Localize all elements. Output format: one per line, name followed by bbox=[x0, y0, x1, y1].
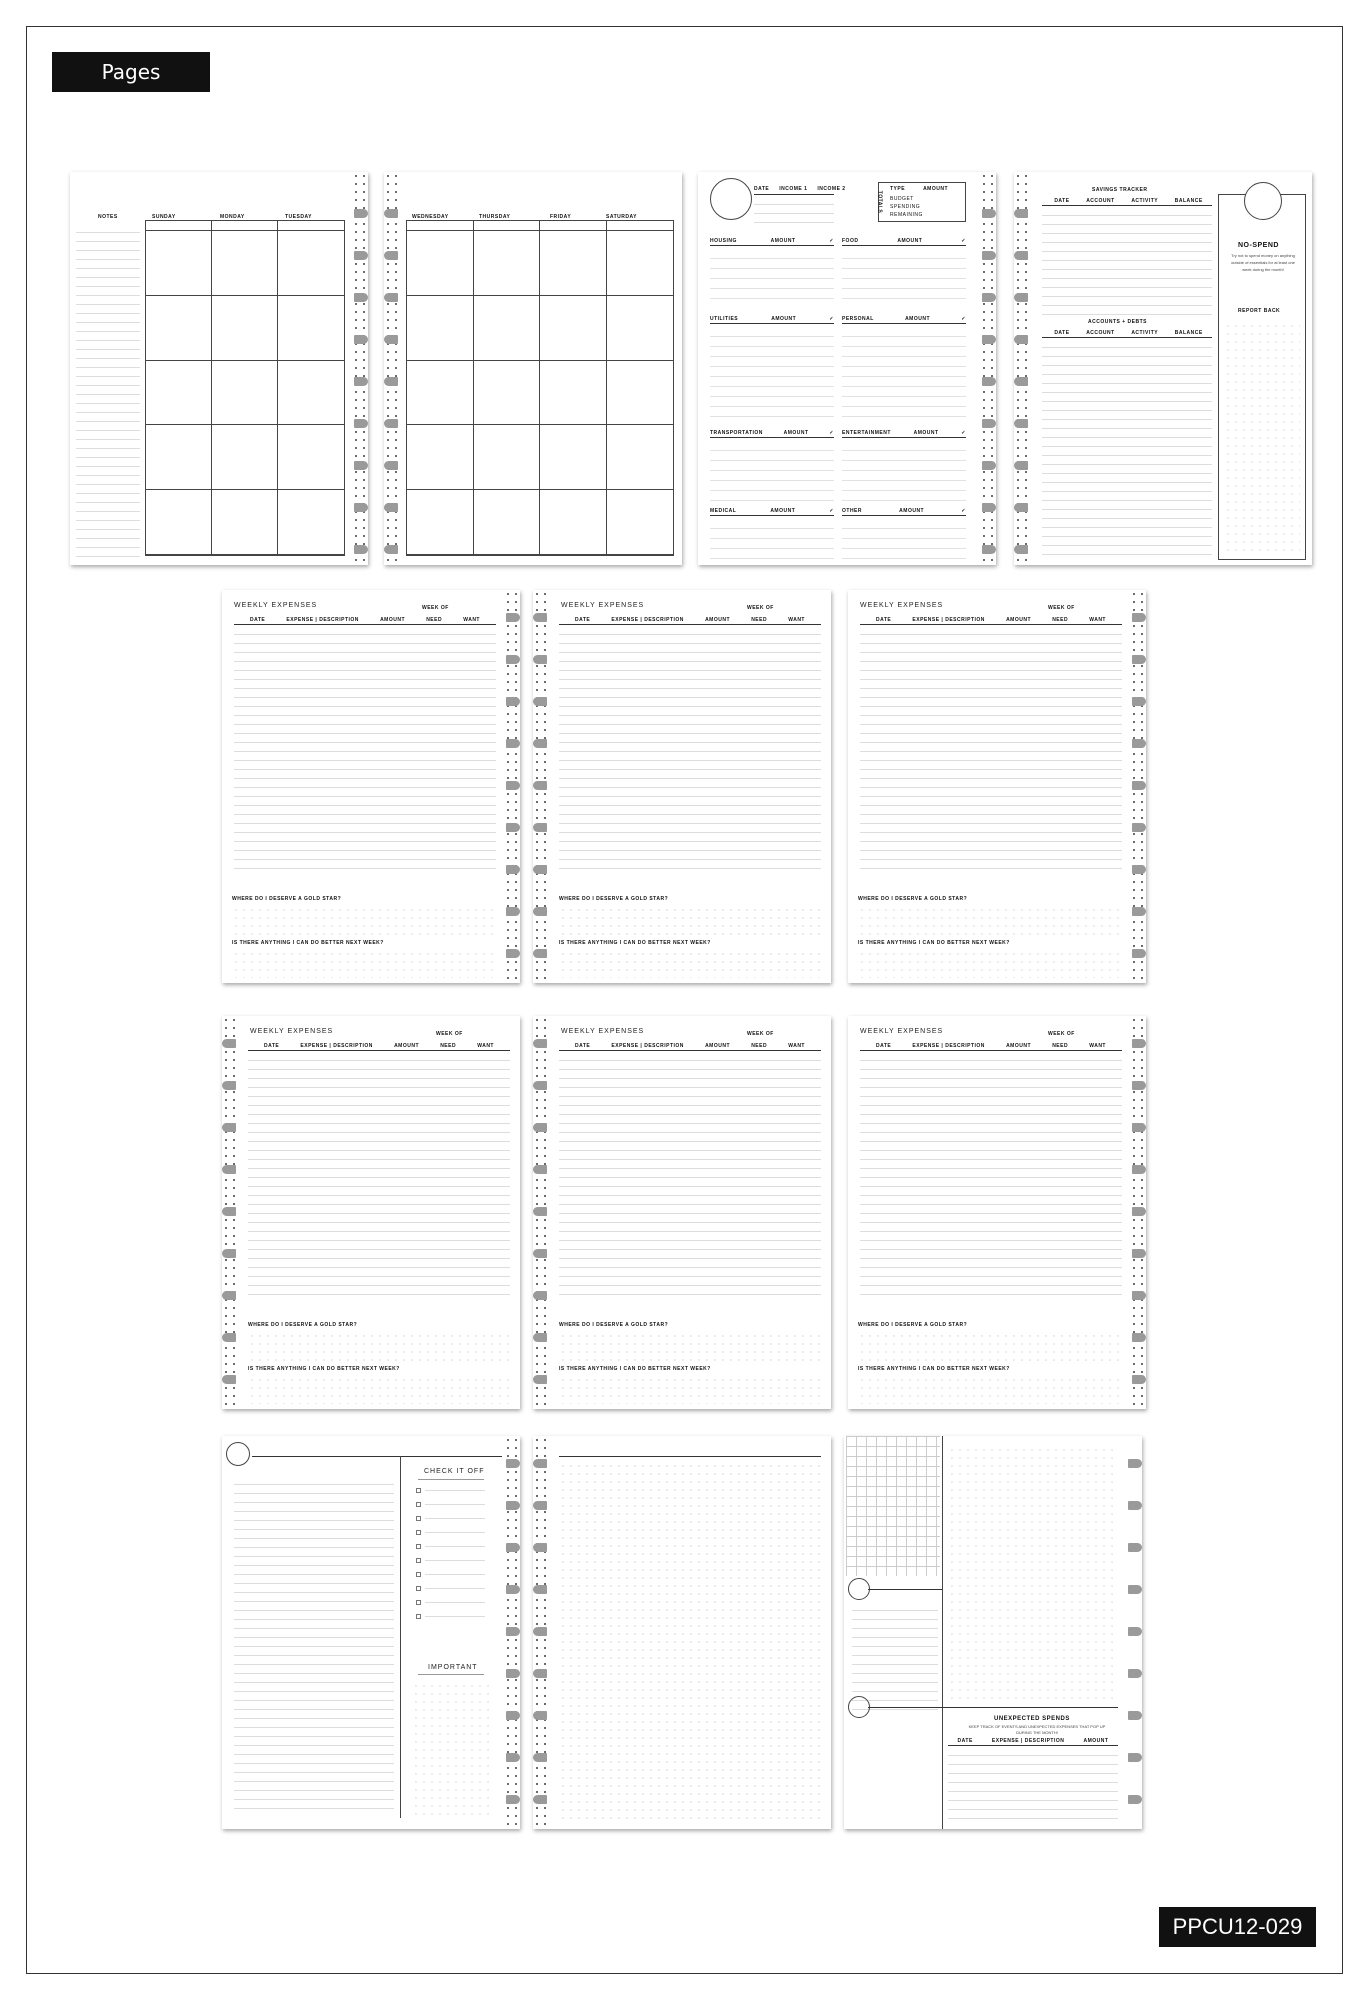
ring bbox=[1132, 907, 1146, 916]
ring bbox=[506, 907, 520, 916]
ring bbox=[982, 293, 996, 302]
monthly-income-badge bbox=[710, 178, 752, 220]
unexpected-title: UNEXPECTED SPENDS bbox=[994, 1716, 1070, 1722]
ring bbox=[506, 865, 520, 874]
ring bbox=[222, 1249, 236, 1258]
ring bbox=[384, 545, 398, 554]
ring bbox=[1132, 1207, 1146, 1216]
page-weekly-expenses: WEEKLY EXPENSES WEEK OF DATE EXPENSE | DESCRIPTION AMOUNT NEED WANT WHERE DO I DESERVE A GOLD STAR? IS THERE ANYTHING I CAN DO BETTER NEXT WEEK? bbox=[222, 1016, 520, 1409]
ring bbox=[506, 1501, 520, 1510]
category-other: OTHER AMOUNT ✓ bbox=[842, 508, 966, 559]
weekly-title: WEEKLY EXPENSES bbox=[860, 1028, 944, 1035]
nospend-text: Try not to spend money on anything outside of essentials for at least one week during the month! bbox=[1231, 253, 1295, 272]
ring bbox=[533, 1627, 547, 1636]
ring bbox=[222, 1039, 236, 1048]
day-sunday: SUNDAY bbox=[152, 214, 176, 220]
ring bbox=[1014, 419, 1028, 428]
better-question: IS THERE ANYTHING I CAN DO BETTER NEXT WEEK? bbox=[559, 1366, 711, 1372]
category-utilities: UTILITIES AMOUNT ✓ bbox=[710, 316, 834, 417]
expense-lines bbox=[860, 1052, 1122, 1302]
ring bbox=[533, 1543, 547, 1552]
savings-col-account: ACCOUNT bbox=[1086, 198, 1115, 204]
ring bbox=[354, 209, 368, 218]
ring bbox=[506, 739, 520, 748]
better-question: IS THERE ANYTHING I CAN DO BETTER NEXT WEEK? bbox=[858, 1366, 1010, 1372]
totals-remaining: REMAINING bbox=[890, 212, 923, 218]
category-transportation: TRANSPORTATION AMOUNT ✓ bbox=[710, 430, 834, 501]
ring bbox=[506, 781, 520, 790]
accounts-title: ACCOUNTS + DEBTS bbox=[1088, 319, 1147, 325]
nospend-dotgrid bbox=[1224, 322, 1300, 554]
pages-label: Pages bbox=[52, 52, 210, 92]
ring bbox=[384, 335, 398, 344]
ring bbox=[1128, 1711, 1142, 1720]
ring bbox=[1132, 1291, 1146, 1300]
totals-budget: BUDGET bbox=[890, 196, 914, 202]
gold-star-question: WHERE DO I DESERVE A GOLD STAR? bbox=[232, 896, 342, 902]
ring bbox=[1132, 739, 1146, 748]
ring bbox=[1014, 545, 1028, 554]
ring bbox=[533, 1081, 547, 1090]
checkbox bbox=[416, 1502, 421, 1507]
week-of: WEEK OF bbox=[1048, 605, 1075, 611]
ring bbox=[384, 419, 398, 428]
nospend-badge bbox=[1244, 182, 1282, 220]
ring bbox=[1132, 823, 1146, 832]
ring bbox=[1128, 1543, 1142, 1552]
ring bbox=[506, 1543, 520, 1552]
ring bbox=[533, 739, 547, 748]
ring bbox=[222, 1207, 236, 1216]
week-of: WEEK OF bbox=[422, 605, 449, 611]
report-back: REPORT BACK bbox=[1238, 308, 1281, 314]
savings-col-activity: ACTIVITY bbox=[1131, 198, 1159, 204]
checkbox bbox=[416, 1558, 421, 1563]
ring bbox=[533, 1123, 547, 1132]
gold-star-question: WHERE DO I DESERVE A GOLD STAR? bbox=[248, 1322, 358, 1328]
expense-lines bbox=[234, 626, 496, 876]
page-monthly-budget bbox=[698, 172, 996, 565]
weekly-title: WEEKLY EXPENSES bbox=[561, 602, 645, 609]
ring bbox=[354, 545, 368, 554]
totals-label: TOTALS bbox=[876, 190, 883, 214]
totals-spending: SPENDING bbox=[890, 204, 921, 210]
ring bbox=[982, 461, 996, 470]
checkbox bbox=[416, 1544, 421, 1549]
category-medical: MEDICAL AMOUNT ✓ bbox=[710, 508, 834, 559]
ring bbox=[1014, 293, 1028, 302]
gold-star-question: WHERE DO I DESERVE A GOLD STAR? bbox=[858, 1322, 968, 1328]
ring bbox=[384, 503, 398, 512]
ring bbox=[506, 1669, 520, 1678]
checkbox bbox=[416, 1516, 421, 1521]
ring bbox=[506, 1627, 520, 1636]
ring bbox=[533, 1039, 547, 1048]
ring bbox=[982, 209, 996, 218]
notes-badge bbox=[226, 1442, 250, 1466]
check-title: CHECK IT OFF bbox=[424, 1468, 485, 1475]
ring bbox=[533, 1585, 547, 1594]
income-col-1: INCOME 1 bbox=[779, 186, 808, 192]
checkbox bbox=[416, 1488, 421, 1493]
ring bbox=[222, 1291, 236, 1300]
ring bbox=[222, 1081, 236, 1090]
page-notes-checklist bbox=[222, 1436, 520, 1829]
calendar-grid-left bbox=[145, 220, 345, 556]
better-question: IS THERE ANYTHING I CAN DO BETTER NEXT WEEK? bbox=[232, 940, 384, 946]
ring bbox=[506, 1753, 520, 1762]
ring bbox=[1132, 697, 1146, 706]
ring bbox=[354, 377, 368, 386]
ring bbox=[506, 823, 520, 832]
ring bbox=[384, 461, 398, 470]
ring bbox=[533, 1249, 547, 1258]
ring bbox=[506, 1795, 520, 1804]
ring bbox=[1128, 1627, 1142, 1636]
ring bbox=[1128, 1669, 1142, 1678]
ring bbox=[384, 251, 398, 260]
day-tuesday: TUESDAY bbox=[285, 214, 312, 220]
ring bbox=[533, 1753, 547, 1762]
ring bbox=[1132, 1123, 1146, 1132]
ring bbox=[1128, 1795, 1142, 1804]
ring bbox=[533, 697, 547, 706]
ring bbox=[222, 1375, 236, 1384]
ring bbox=[533, 1291, 547, 1300]
ring bbox=[1128, 1459, 1142, 1468]
ring bbox=[354, 293, 368, 302]
ring bbox=[354, 419, 368, 428]
page-monthly-right bbox=[384, 172, 682, 565]
income-col-2: INCOME 2 bbox=[817, 186, 846, 192]
ring bbox=[384, 293, 398, 302]
checkbox bbox=[416, 1586, 421, 1591]
ring bbox=[506, 655, 520, 664]
accounts-lines bbox=[1042, 339, 1212, 559]
income-lines bbox=[754, 196, 834, 224]
calendar-grid-right bbox=[406, 220, 674, 556]
day-saturday: SATURDAY bbox=[606, 214, 637, 220]
savings-lines bbox=[1042, 207, 1212, 319]
ring bbox=[354, 461, 368, 470]
page-monthly-left bbox=[70, 172, 368, 565]
ring bbox=[982, 335, 996, 344]
section-badge bbox=[848, 1696, 870, 1718]
week-of: WEEK OF bbox=[747, 605, 774, 611]
ring bbox=[1128, 1753, 1142, 1762]
ring bbox=[1132, 655, 1146, 664]
ring bbox=[533, 1669, 547, 1678]
ring bbox=[222, 1123, 236, 1132]
ring bbox=[506, 949, 520, 958]
income-col-date: DATE bbox=[754, 186, 770, 192]
ring bbox=[982, 503, 996, 512]
ring bbox=[1014, 335, 1028, 344]
day-friday: FRIDAY bbox=[550, 214, 572, 220]
page-weekly-expenses: WEEKLY EXPENSES WEEK OF DATE EXPENSE | DESCRIPTION AMOUNT NEED WANT WHERE DO I DESERVE A GOLD STAR? IS THERE ANYTHING I CAN DO BETTER NEXT WEEK? bbox=[848, 1016, 1146, 1409]
page-weekly-expenses: WEEKLY EXPENSES WEEK OF DATE EXPENSE | DESCRIPTION AMOUNT NEED WANT WHERE DO I DESERVE A GOLD STAR? IS THERE ANYTHING I CAN DO BETTER NEXT WEEK? bbox=[533, 590, 831, 983]
ring bbox=[1014, 209, 1028, 218]
ring bbox=[533, 949, 547, 958]
savings-title: SAVINGS TRACKER bbox=[1092, 187, 1148, 193]
checkbox bbox=[416, 1614, 421, 1619]
ring bbox=[1132, 1249, 1146, 1258]
ring bbox=[982, 377, 996, 386]
ring bbox=[1132, 1333, 1146, 1342]
ring bbox=[384, 209, 398, 218]
ring bbox=[1132, 1039, 1146, 1048]
notes-heading: NOTES bbox=[98, 214, 118, 220]
ring bbox=[1132, 781, 1146, 790]
dot-grid bbox=[559, 1462, 823, 1822]
ring bbox=[1132, 865, 1146, 874]
sku-label: PPCU12-029 bbox=[1159, 1907, 1316, 1947]
expense-lines bbox=[559, 1052, 821, 1302]
ring bbox=[1014, 461, 1028, 470]
ring bbox=[1132, 613, 1146, 622]
checkbox bbox=[416, 1530, 421, 1535]
ring bbox=[1128, 1585, 1142, 1594]
ring bbox=[533, 1459, 547, 1468]
week-of: WEEK OF bbox=[1048, 1031, 1075, 1037]
important-title: IMPORTANT bbox=[428, 1664, 478, 1671]
unexpected-subtitle: KEEP TRACK OF EVENTS AND UNEXPECTED EXPENSES THAT POP UP DURING THE MONTH! bbox=[968, 1724, 1106, 1735]
checkbox bbox=[416, 1572, 421, 1577]
weekly-title: WEEKLY EXPENSES bbox=[234, 602, 318, 609]
totals-col-type: TYPE bbox=[890, 186, 906, 192]
ring bbox=[1132, 1165, 1146, 1174]
ring bbox=[533, 613, 547, 622]
better-question: IS THERE ANYTHING I CAN DO BETTER NEXT WEEK? bbox=[559, 940, 711, 946]
day-monday: MONDAY bbox=[220, 214, 245, 220]
savings-col-balance: BALANCE bbox=[1174, 198, 1203, 204]
ring bbox=[1014, 251, 1028, 260]
ring bbox=[533, 907, 547, 916]
page-weekly-expenses: WEEKLY EXPENSES WEEK OF DATE EXPENSE | DESCRIPTION AMOUNT NEED WANT WHERE DO I DESERVE A GOLD STAR? IS THERE ANYTHING I CAN DO BETTER NEXT WEEK? bbox=[222, 590, 520, 983]
page-weekly-expenses: WEEKLY EXPENSES WEEK OF DATE EXPENSE | DESCRIPTION AMOUNT NEED WANT WHERE DO I DESERVE A GOLD STAR? IS THERE ANYTHING I CAN DO BETTER NEXT WEEK? bbox=[848, 590, 1146, 983]
page-unexpected-spends: UNEXPECTED SPENDS KEEP TRACK OF EVENTS AND UNEXPECTED EXPENSES THAT POP UP DURING THE MONTH! DATE EXPENSE | DESCRIPTION AMOUNT bbox=[844, 1436, 1142, 1829]
checkbox bbox=[416, 1600, 421, 1605]
better-question: IS THERE ANYTHING I CAN DO BETTER NEXT WEEK? bbox=[248, 1366, 400, 1372]
week-of: WEEK OF bbox=[747, 1031, 774, 1037]
ring bbox=[533, 1207, 547, 1216]
ring bbox=[533, 1375, 547, 1384]
ring bbox=[533, 1711, 547, 1720]
day-thursday: THURSDAY bbox=[479, 214, 511, 220]
ring bbox=[1132, 1375, 1146, 1384]
ring bbox=[1128, 1501, 1142, 1510]
ring bbox=[506, 613, 520, 622]
ring bbox=[1014, 377, 1028, 386]
ring bbox=[982, 419, 996, 428]
category-entertainment: ENTERTAINMENT AMOUNT ✓ bbox=[842, 430, 966, 501]
page-weekly-expenses: WEEKLY EXPENSES WEEK OF DATE EXPENSE | DESCRIPTION AMOUNT NEED WANT WHERE DO I DESERVE A GOLD STAR? IS THERE ANYTHING I CAN DO BETTER NEXT WEEK? bbox=[533, 1016, 831, 1409]
ring bbox=[533, 1165, 547, 1174]
expense-lines bbox=[559, 626, 821, 876]
gold-star-question: WHERE DO I DESERVE A GOLD STAR? bbox=[858, 896, 968, 902]
ring bbox=[533, 865, 547, 874]
ring bbox=[533, 1501, 547, 1510]
gold-star-question: WHERE DO I DESERVE A GOLD STAR? bbox=[559, 896, 669, 902]
category-housing: HOUSING AMOUNT ✓ bbox=[710, 238, 834, 299]
ring bbox=[982, 251, 996, 260]
notes-lines bbox=[76, 224, 140, 560]
page-savings-tracker: SAVINGS TRACKER DATE ACCOUNT ACTIVITY BALANCE ACCOUNTS + DEBTS DATE ACCOUNT ACTIVITY BALANCE NO-SPEND Try not to spend money on anything outside of essentials for at least one week during the month! REPORT BACK bbox=[1014, 172, 1312, 565]
ring bbox=[533, 1333, 547, 1342]
ring bbox=[533, 823, 547, 832]
ring bbox=[384, 377, 398, 386]
totals-col-amount: AMOUNT bbox=[923, 186, 949, 192]
category-food: FOOD AMOUNT ✓ bbox=[842, 238, 966, 299]
ring bbox=[533, 1795, 547, 1804]
weekly-title: WEEKLY EXPENSES bbox=[860, 602, 944, 609]
page-dot-grid bbox=[533, 1436, 831, 1829]
expense-lines bbox=[248, 1052, 510, 1302]
gold-star-question: WHERE DO I DESERVE A GOLD STAR? bbox=[559, 1322, 669, 1328]
day-wednesday: WEDNESDAY bbox=[412, 214, 449, 220]
savings-col-date: DATE bbox=[1054, 198, 1070, 204]
ring bbox=[222, 1165, 236, 1174]
ring bbox=[354, 335, 368, 344]
weekly-title: WEEKLY EXPENSES bbox=[250, 1028, 334, 1035]
better-question: IS THERE ANYTHING I CAN DO BETTER NEXT WEEK? bbox=[858, 940, 1010, 946]
expense-lines bbox=[860, 626, 1122, 876]
section-badge bbox=[848, 1578, 870, 1600]
ring bbox=[982, 545, 996, 554]
category-personal: PERSONAL AMOUNT ✓ bbox=[842, 316, 966, 417]
ring bbox=[222, 1333, 236, 1342]
ring bbox=[1132, 949, 1146, 958]
ring bbox=[1014, 503, 1028, 512]
ring bbox=[354, 503, 368, 512]
weekly-title: WEEKLY EXPENSES bbox=[561, 1028, 645, 1035]
nospend-title: NO-SPEND bbox=[1238, 242, 1279, 249]
notes-lines bbox=[234, 1476, 394, 1816]
ring bbox=[506, 697, 520, 706]
ring bbox=[1132, 1081, 1146, 1090]
ring bbox=[506, 1459, 520, 1468]
ring bbox=[506, 1585, 520, 1594]
ring bbox=[533, 655, 547, 664]
ring bbox=[533, 781, 547, 790]
ring bbox=[506, 1711, 520, 1720]
ring bbox=[354, 251, 368, 260]
week-of: WEEK OF bbox=[436, 1031, 463, 1037]
square-grid bbox=[846, 1436, 940, 1576]
